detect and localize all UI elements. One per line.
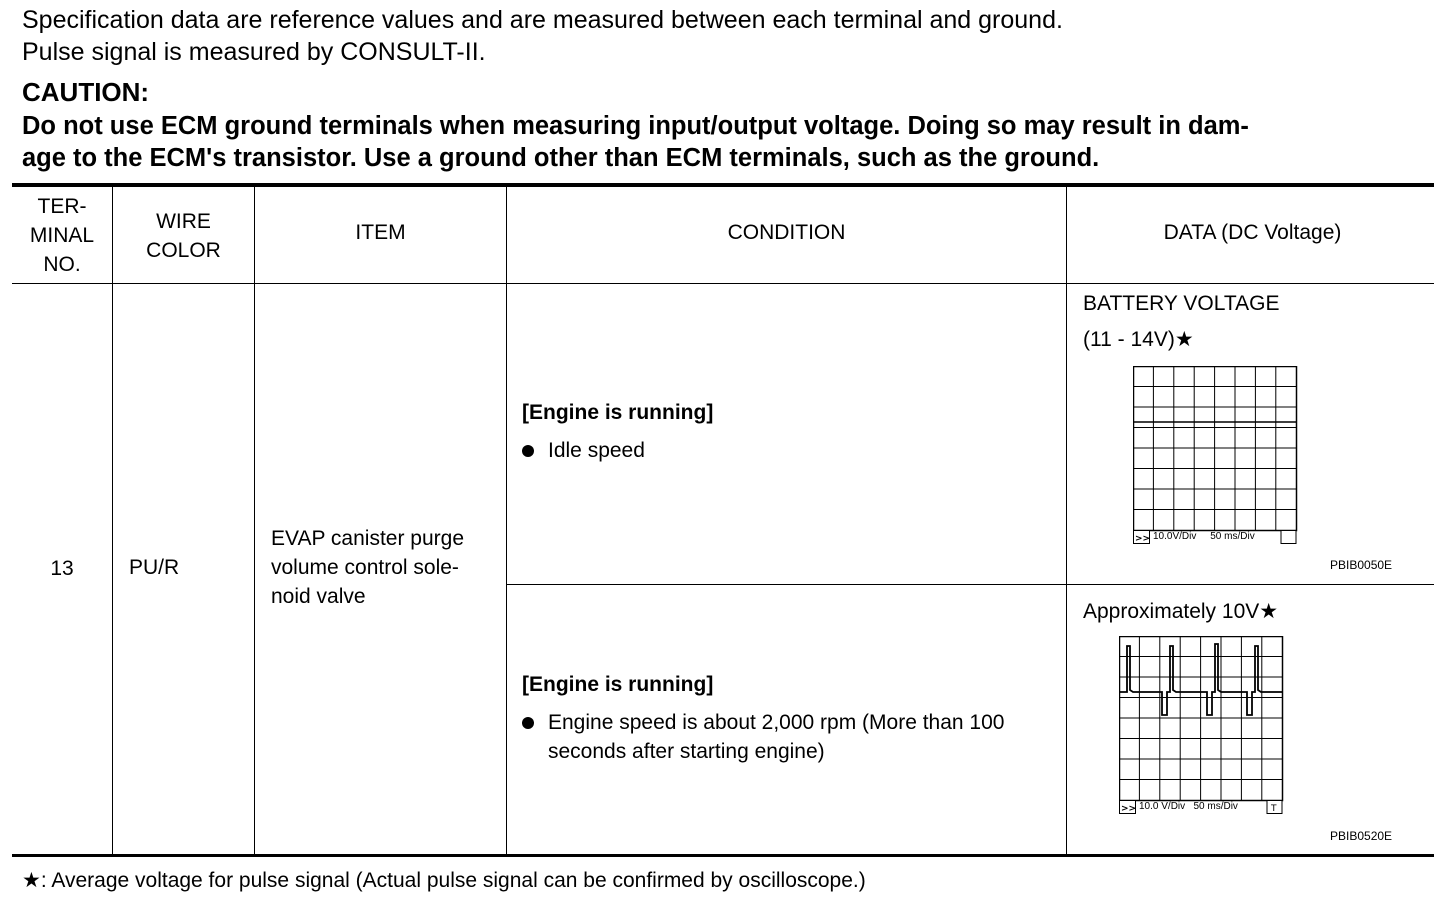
bullet-icon (522, 717, 534, 729)
header-condition: CONDITION (727, 220, 846, 244)
condition-2-bullet (522, 708, 1062, 766)
item-line-1: EVAP canister purge (271, 527, 464, 550)
header-terminal-line-2: MINAL (29, 224, 95, 247)
oscilloscope-waveform-1 (1133, 366, 1299, 548)
header-terminal-line-1: TER- (37, 195, 87, 218)
column-divider-3 (506, 184, 507, 855)
oscilloscope-waveform-2 (1119, 636, 1285, 818)
condition-1-text: Idle speed (548, 439, 645, 462)
item-description (271, 524, 464, 611)
intro-line-1: Specification data are reference values and are measured between each terminal and ground. (22, 6, 1063, 34)
condition-2-text-line-1: Engine speed is about 2,000 rpm (More than 100 (548, 711, 1005, 734)
header-bottom-rule (12, 283, 1434, 284)
footnote: ★: Average voltage for pulse signal (Actual pulse signal can be confirmed by oscilloscope.) (22, 869, 866, 892)
data-1-line-2: (11 - 14V)★ (1083, 328, 1194, 351)
column-divider-4 (1066, 184, 1067, 855)
svg-text:T: T (1271, 804, 1277, 814)
condition-2-text-line-2: seconds after starting engine) (548, 740, 825, 763)
caution-heading: CAUTION: (22, 77, 150, 107)
image-code-2: PBIB0520E (1330, 829, 1393, 843)
intro-line-2: Pulse signal is measured by CONSULT-II. (22, 38, 486, 66)
header-terminal-no (12, 188, 112, 283)
scope-1-grid (1133, 366, 1299, 548)
table-bottom-rule (12, 854, 1434, 857)
header-terminal-line-3: NO. (43, 253, 81, 276)
scope-1-scale-label: 10.0V/Div 50 ms/Div (1153, 531, 1255, 542)
bullet-icon (522, 445, 534, 457)
condition-2-title: [Engine is running] (522, 673, 714, 696)
header-wire-line-1: WIRE (156, 209, 211, 233)
svg-text:>>: >> (1135, 534, 1151, 544)
caution-line-2: age to the ECM's transistor. Use a ground other than ECM terminals, such as the ground. (22, 144, 1100, 172)
caution-line-1: Do not use ECM ground terminals when measuring input/output voltage. Doing so may result in dam- (22, 112, 1249, 140)
table-top-rule (12, 183, 1434, 187)
wire-color: PU/R (129, 556, 180, 579)
terminal-number: 13 (50, 556, 74, 580)
data-2-line-1: Approximately 10V★ (1083, 600, 1279, 623)
condition-1-bullet (522, 436, 645, 465)
data-2-text (1083, 594, 1278, 630)
scope-2-scale-label: 10.0 V/Div 50 ms/Div (1139, 801, 1238, 812)
column-divider-1 (112, 184, 113, 855)
image-code-1: PBIB0050E (1330, 558, 1393, 572)
header-item: ITEM (355, 220, 406, 244)
scope-2-grid (1119, 636, 1285, 818)
column-divider-2 (254, 184, 255, 855)
header-wire-color (113, 188, 254, 283)
svg-text:>>: >> (1121, 804, 1137, 814)
caution-text (22, 110, 1432, 174)
header-data: DATA (DC Voltage) (1163, 220, 1342, 244)
item-line-3: noid valve (271, 585, 366, 608)
data-1-text (1083, 286, 1279, 358)
condition-divider-rule (507, 584, 1434, 585)
header-wire-line-2: COLOR (146, 238, 221, 262)
data-1-line-1: BATTERY VOLTAGE (1083, 292, 1280, 315)
item-line-2: volume control sole- (271, 556, 459, 579)
condition-1-title: [Engine is running] (522, 401, 714, 424)
